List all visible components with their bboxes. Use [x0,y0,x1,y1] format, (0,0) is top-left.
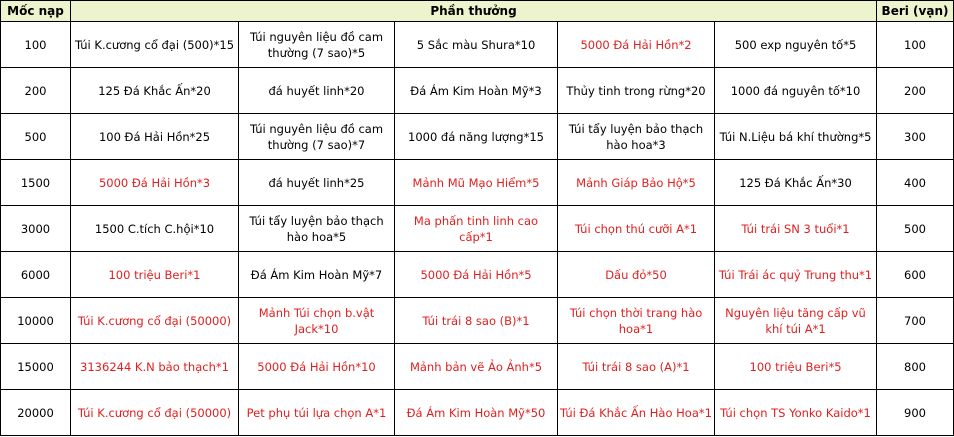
table-row [1,252,954,298]
reward-cell: 500 exp nguyên tố*5 [715,22,877,68]
reward-cell: Mảnh Túi chọn b.vật Jack*10 [239,298,395,344]
beri-cell: 800 [877,344,954,390]
reward-cell: Mảnh Giáp Bảo Hộ*5 [558,160,715,206]
reward-cell: Mảnh bản vẽ Ảo Ảnh*5 [395,344,558,390]
reward-cell: Túi trái SN 3 tuổi*1 [715,206,877,252]
reward-cell: 1000 đá năng lượng*15 [395,114,558,160]
reward-cell: Túi K.cương cổ đại (500)*15 [71,22,239,68]
header-phan-thuong: Phần thưởng [71,1,877,22]
header-moc-nap: Mốc nạp [1,1,71,22]
reward-cell: Túi chọn TS Yonko Kaido*1 [715,390,877,436]
reward-cell: Túi trái 8 sao (A)*1 [558,344,715,390]
reward-cell: 5000 Đá Hải Hồn*2 [558,22,715,68]
reward-cell: 100 triệu Beri*1 [71,252,239,298]
moc-nap-cell: 10000 [1,298,71,344]
reward-cell: 125 Đá Khắc Ấn*30 [715,160,877,206]
reward-cell: Túi trái 8 sao (B)*1 [395,298,558,344]
reward-cell: Túi N.Liệu bá khí thường*5 [715,114,877,160]
reward-cell: 3136244 K.N bảo thạch*1 [71,344,239,390]
reward-cell: 100 triệu Beri*5 [715,344,877,390]
reward-cell: 125 Đá Khắc Ấn*20 [71,68,239,114]
moc-nap-cell: 200 [1,68,71,114]
beri-cell: 600 [877,252,954,298]
table-row [1,22,954,68]
moc-nap-cell: 1500 [1,160,71,206]
reward-cell: Túi nguyên liệu đồ cam thường (7 sao)*5 [239,22,395,68]
moc-nap-cell: 3000 [1,206,71,252]
moc-nap-cell: 100 [1,22,71,68]
moc-nap-cell: 6000 [1,252,71,298]
reward-cell: Đá Ám Kim Hoàn Mỹ*3 [395,68,558,114]
reward-cell: Túi chọn thời trang hào hoa*1 [558,298,715,344]
reward-cell: Pet phụ túi lựa chọn A*1 [239,390,395,436]
reward-cell: Túi Đá Khắc Ấn Hào Hoa*1 [558,390,715,436]
reward-cell: 5 Sắc màu Shura*10 [395,22,558,68]
reward-cell: 5000 Đá Hải Hồn*3 [71,160,239,206]
reward-cell: Túi nguyên liệu đồ cam thường (7 sao)*7 [239,114,395,160]
moc-nap-cell: 15000 [1,344,71,390]
reward-cell: Túi Trái ác quỷ Trung thu*1 [715,252,877,298]
beri-cell: 500 [877,206,954,252]
reward-cell: Mảnh Mũ Mạo Hiểm*5 [395,160,558,206]
beri-cell: 400 [877,160,954,206]
table-row [1,114,954,160]
reward-cell: đá huyết linh*20 [239,68,395,114]
reward-cell: Túi tẩy luyện bảo thạch hào hoa*3 [558,114,715,160]
reward-cell: 1000 đá nguyên tố*10 [715,68,877,114]
table-row [1,344,954,390]
beri-cell: 900 [877,390,954,436]
moc-nap-cell: 500 [1,114,71,160]
moc-nap-cell: 20000 [1,390,71,436]
beri-cell: 200 [877,68,954,114]
beri-cell: 700 [877,298,954,344]
reward-cell: Túi K.cương cổ đại (50000) [71,390,239,436]
table-row [1,160,954,206]
reward-cell: Thủy tinh trong rừng*20 [558,68,715,114]
table-row [1,206,954,252]
table-row [1,298,954,344]
reward-cell: Ma phấn tinh linh cao cấp*1 [395,206,558,252]
table-body [1,22,954,436]
reward-cell: 1500 C.tích C.hội*10 [71,206,239,252]
reward-cell: Nguyên liệu tăng cấp vũ khí túi A*1 [715,298,877,344]
beri-cell: 100 [877,22,954,68]
table-row [1,390,954,436]
reward-cell: Dấu đỏ*50 [558,252,715,298]
table-row [1,68,954,114]
reward-cell: Đá Ám Kim Hoàn Mỹ*7 [239,252,395,298]
reward-cell: 5000 Đá Hải Hồn*5 [395,252,558,298]
beri-cell: 300 [877,114,954,160]
reward-cell: 5000 Đá Hải Hồn*10 [239,344,395,390]
reward-cell: 100 Đá Hải Hồn*25 [71,114,239,160]
reward-cell: Đá Ám Kim Hoàn Mỹ*50 [395,390,558,436]
reward-cell: Túi chọn thú cưỡi A*1 [558,206,715,252]
reward-cell: đá huyết linh*25 [239,160,395,206]
header-beri: Beri (vạn) [877,1,954,22]
reward-cell: Túi tẩy luyện bảo thạch hào hoa*5 [239,206,395,252]
reward-cell: Túi K.cương cổ đại (50000) [71,298,239,344]
header-row [1,1,954,22]
